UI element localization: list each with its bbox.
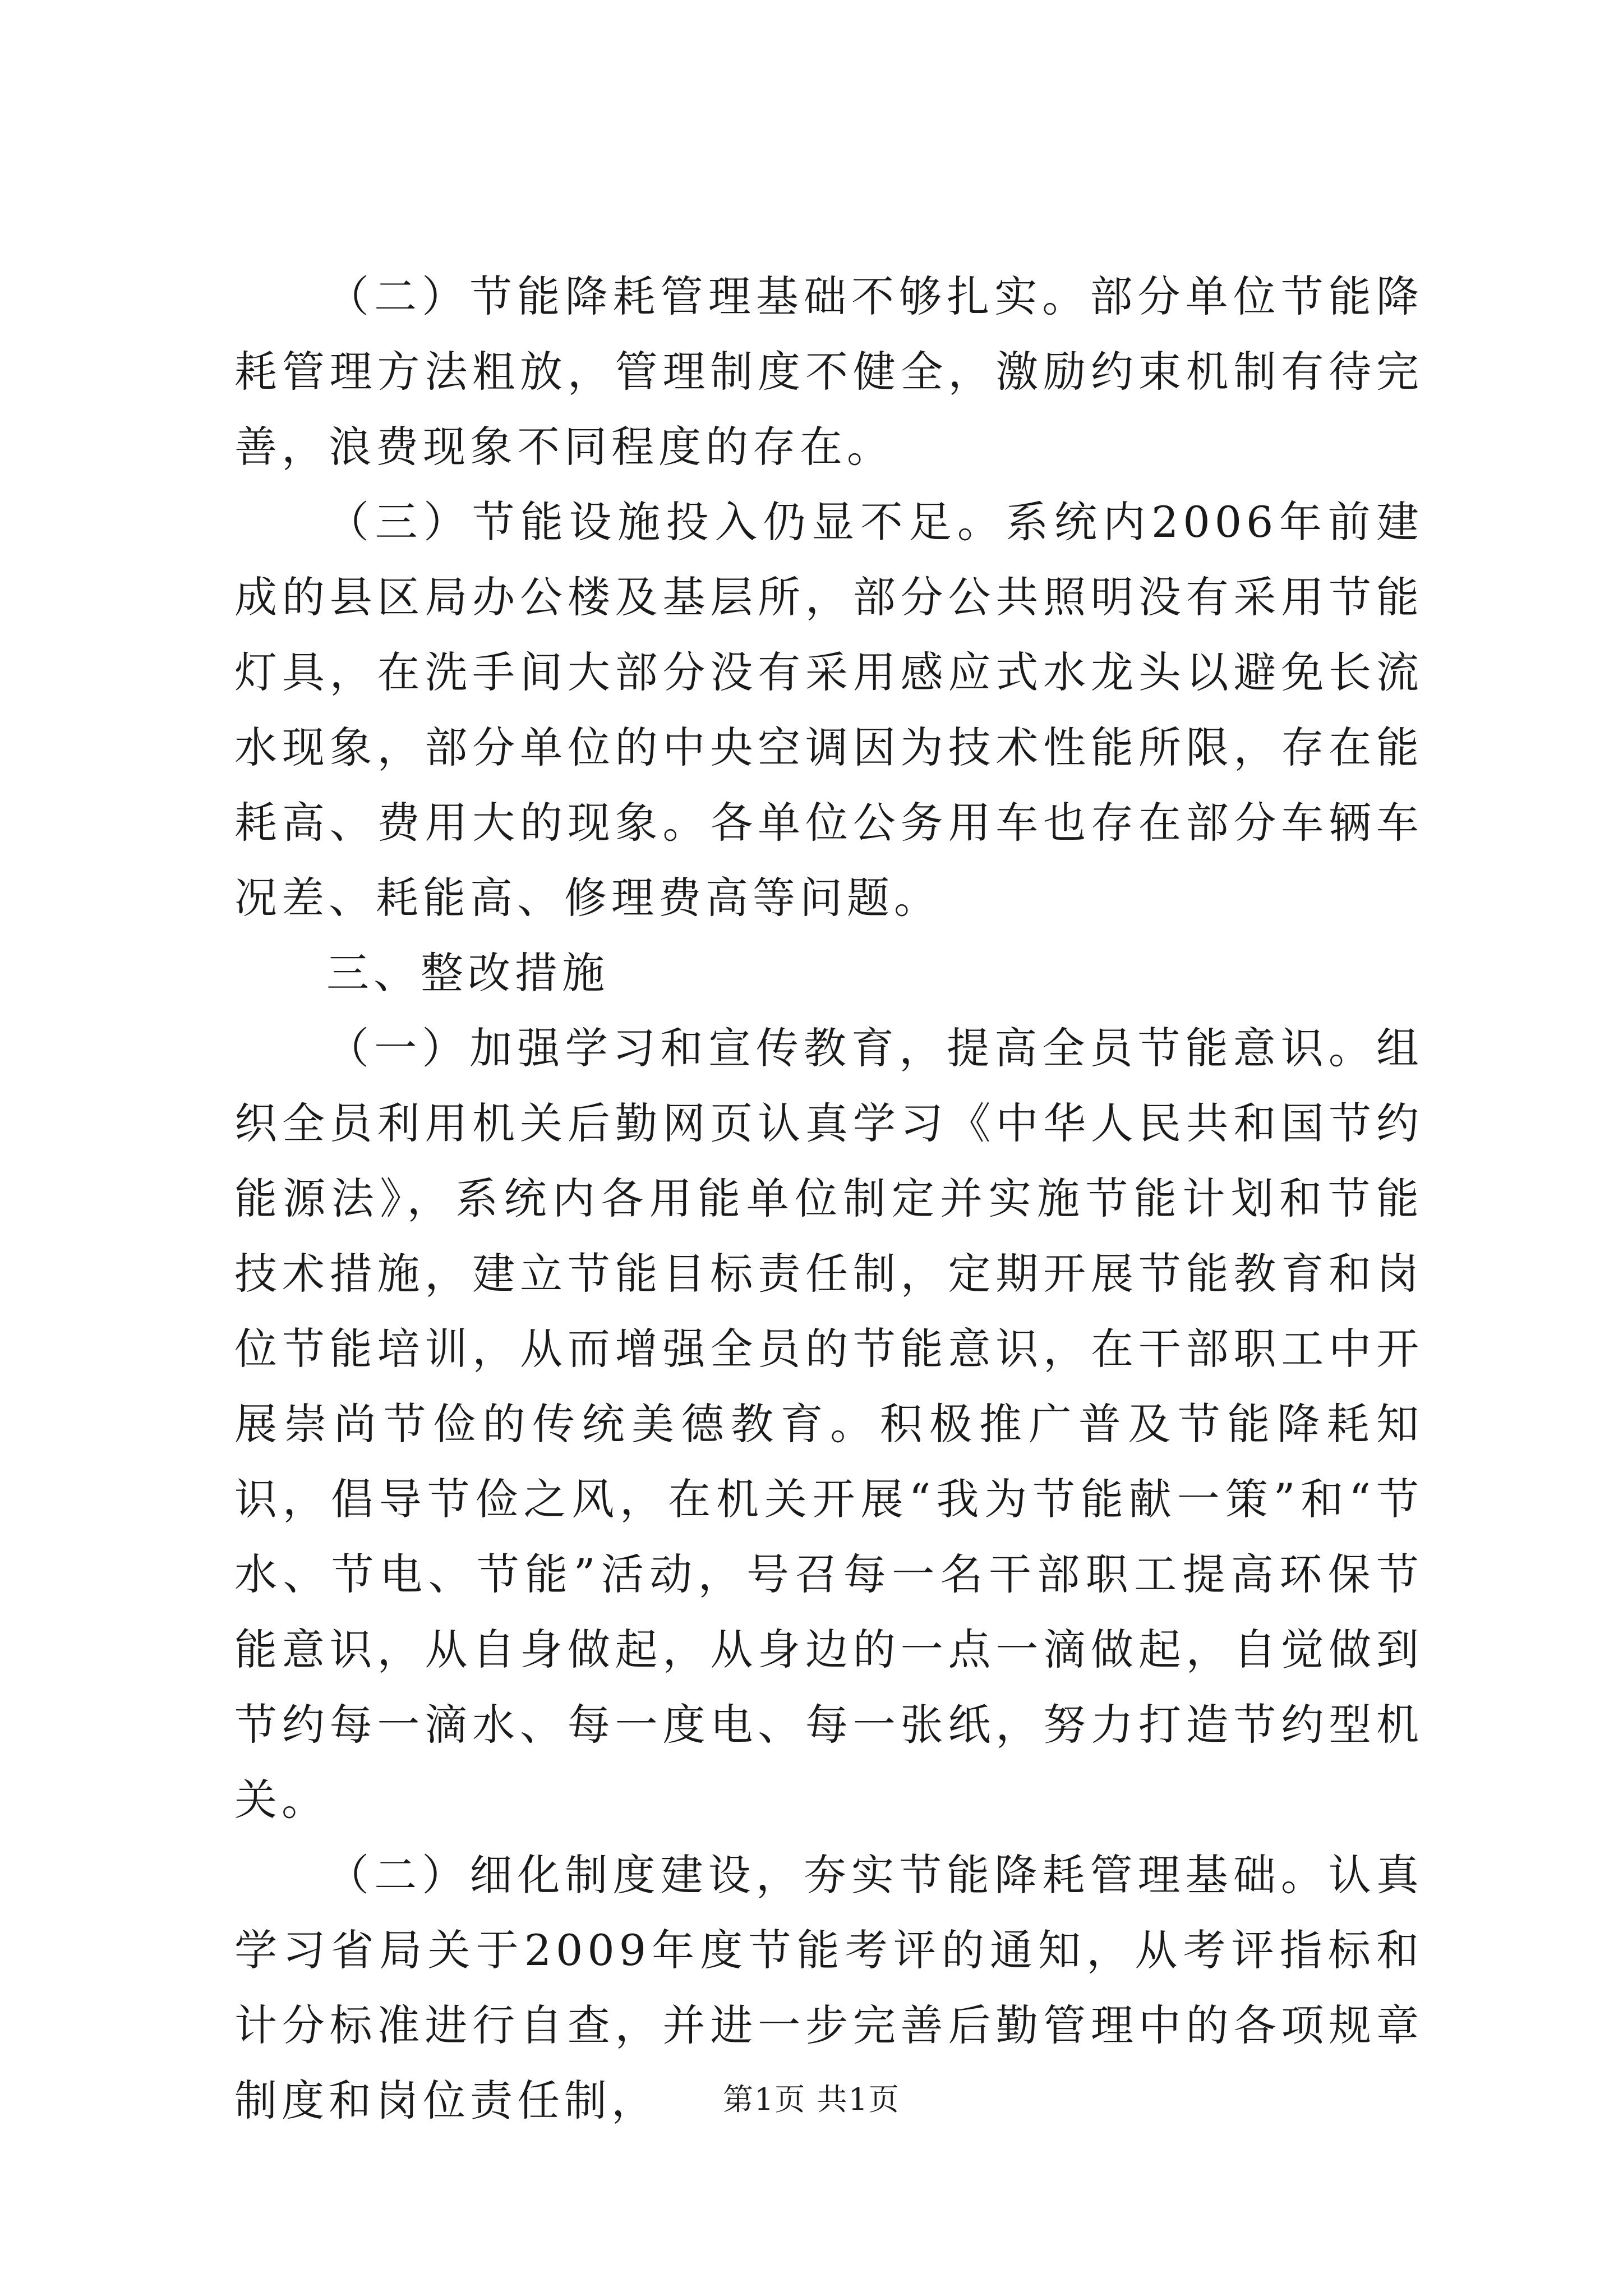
paragraph-management-basis: （二）节能降耗管理基础不够扎实。部分单位节能降耗管理方法粗放，管理制度不健全，激励约束机制有待完善，浪费现象不同程度的存在。 bbox=[234, 272, 1423, 472]
paragraph-system-building: （二）细化制度建设，夯实节能降耗管理基础。认真学习省局关于2009年度节能考评的通知，从考评指标和计分标准进行自查，并进一步完善后勤管理中的各项规章制度和岗位责任制， bbox=[234, 1850, 1423, 2125]
paragraph-facility-investment: （三）节能设施投入仍显不足。系统内2006年前建成的县区局办公楼及基层所，部分公共照明没有采用节能灯具，在洗手间大部分没有采用感应式水龙头以避免长流水现象，部分单位的中央空调因为技术性能所限，存在能耗高、费用大的现象。各单位公务用车也存在部分车辆车况差、耗能高、修理费高等问题。 bbox=[234, 497, 1423, 923]
paragraph-study-education: （一）加强学习和宣传教育，提高全员节能意识。组织全员利用机关后勤网页认真学习《中华人民共和国节约能源法》，系统内各用能单位制定并实施节能计划和节能技术措施，建立节能目标责任制，定期开展节能教育和岗位节能培训，从而增强全员的节能意识，在干部职工中开展崇尚节俭的传统美德教育。积极推广普及节能降耗知识，倡导节俭之风，在机关开展“我为节能献一策”和“节水、节电、节能”活动，号召每一名干部职工提高环保节能意识，从自身做起，从身边的一点一滴做起，自觉做到节约每一滴水、每一度电、每一张纸，努力打造节约型机关。 bbox=[234, 1023, 1423, 1825]
section-heading-rectification: 三、整改措施 bbox=[326, 948, 609, 998]
page-footer: 第1页 共1页 bbox=[723, 2082, 900, 2117]
document-body bbox=[234, 259, 1423, 2138]
